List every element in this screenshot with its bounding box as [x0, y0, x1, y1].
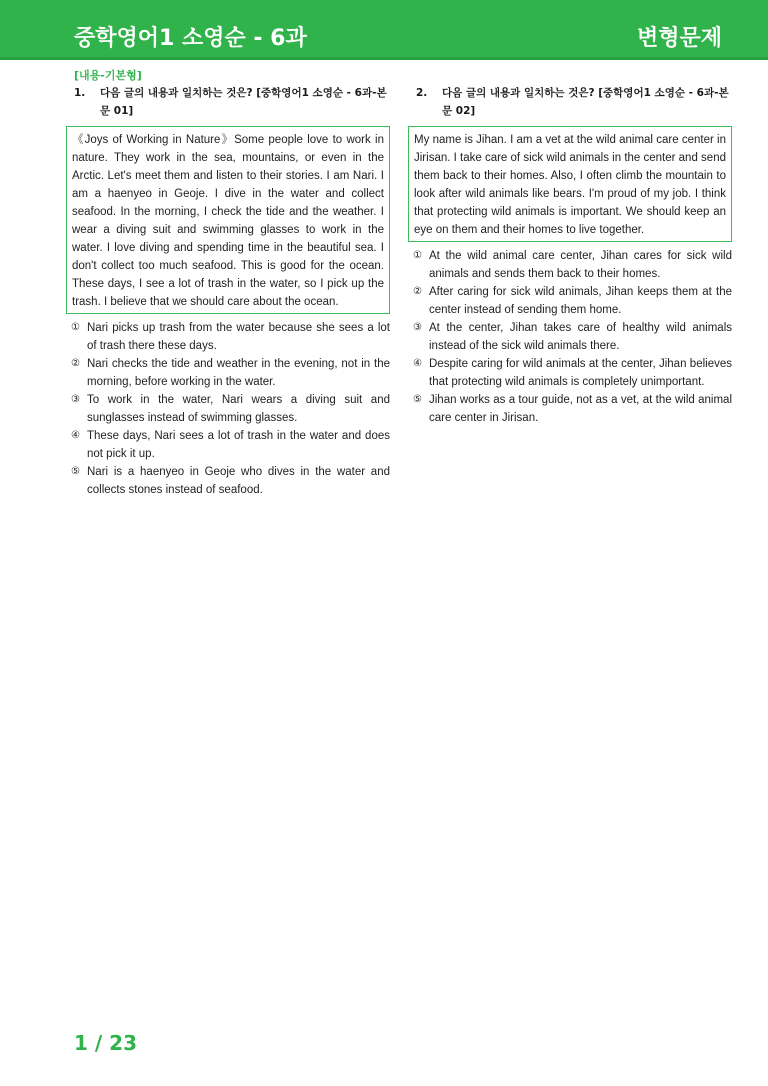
question-1-header	[74, 84, 390, 120]
option-text: To work in the water, Nari wears a diving suit and sunglasses instead of swimming glasses.	[87, 394, 390, 424]
option-text: Despite caring for wild animals at the center, Jihan believes that protecting wild animals is completely unimportant.	[429, 358, 732, 388]
question-1-passage: 《Joys of Working in Nature》Some people love to work in nature. They work in the sea, mountains, or even in the Arctic. Let's meet them and listen to their stories. I am Nari. I am a haenyeo in Geoje. I dive in the water and collect seafood. In the morning, I check the tide and the weather. I wear a diving suit and swimming glasses to work in the water. I love diving and spending time in the beautiful sea. I don't collect too much seafood. This is good for the ocean. These days, I see a lot of trash in the water, so I pick up the trash. I believe that we should care about the ocean.	[66, 126, 390, 314]
question-2-passage: My name is Jihan. I am a vet at the wild animal care center in Jirisan. I take care of sick wild animals in the center and send them back to their homes. Also, I often climb the mountain to look after wild animals like bears. I'm proud of my job. I think that protecting wild animals is important. We should keep an eye on them and their homes to live together.	[408, 126, 732, 242]
question-2-header	[416, 84, 732, 120]
option-marker: ④	[413, 358, 422, 369]
option-marker: ⑤	[71, 466, 80, 477]
page-number: 1 / 23	[74, 1031, 137, 1055]
option-marker: ②	[71, 358, 80, 369]
option-marker: ①	[71, 322, 80, 333]
option-marker: ③	[71, 394, 80, 405]
document-type-label: 변형문제	[636, 26, 722, 51]
option-marker: ③	[413, 322, 422, 333]
option-5[interactable]	[71, 463, 390, 499]
option-4[interactable]	[71, 427, 390, 463]
question-2	[413, 84, 732, 427]
option-text: These days, Nari sees a lot of trash in the water and does not pick it up.	[87, 430, 390, 460]
page-header	[0, 0, 768, 60]
question-number: 1.	[74, 87, 86, 99]
option-4[interactable]	[413, 355, 732, 391]
question-1-options	[71, 319, 390, 499]
option-text: After caring for sick wild animals, Jihan keeps them at the center instead of sending them home.	[429, 286, 732, 316]
option-3[interactable]	[71, 391, 390, 427]
option-marker: ②	[413, 286, 422, 297]
option-marker: ①	[413, 250, 422, 261]
question-1	[71, 84, 390, 499]
option-text: Nari is a haenyeo in Geoje who dives in the water and collects stones instead of seafood.	[87, 466, 390, 496]
question-number: 2.	[416, 87, 428, 99]
option-2[interactable]	[71, 355, 390, 391]
option-text: Jihan works as a tour guide, not as a vet, at the wild animal care center in Jirisan.	[429, 394, 732, 424]
option-marker: ⑤	[413, 394, 422, 405]
option-2[interactable]	[413, 283, 732, 319]
option-text: At the wild animal care center, Jihan cares for sick wild animals and sends them back to their homes.	[429, 250, 732, 280]
option-1[interactable]	[71, 319, 390, 355]
option-text: Nari checks the tide and weather in the evening, not in the morning, before working in the water.	[87, 358, 390, 388]
section-tag: [내용-기본형]	[74, 69, 142, 82]
option-marker: ④	[71, 430, 80, 441]
question-prompt: 다음 글의 내용과 일치하는 것은? [중학영어1 소영순 - 6과-본문 01]	[100, 87, 387, 117]
question-prompt: 다음 글의 내용과 일치하는 것은? [중학영어1 소영순 - 6과-본문 02]	[442, 87, 729, 117]
question-2-options	[413, 247, 732, 427]
option-text: Nari picks up trash from the water because she sees a lot of trash there these days.	[87, 322, 390, 352]
option-1[interactable]	[413, 247, 732, 283]
option-5[interactable]	[413, 391, 732, 427]
option-text: At the center, Jihan takes care of healthy wild animals instead of the sick wild animals there.	[429, 322, 732, 352]
option-3[interactable]	[413, 319, 732, 355]
header-shadow	[0, 57, 768, 60]
page-title: 중학영어1 소영순 - 6과	[74, 26, 307, 51]
